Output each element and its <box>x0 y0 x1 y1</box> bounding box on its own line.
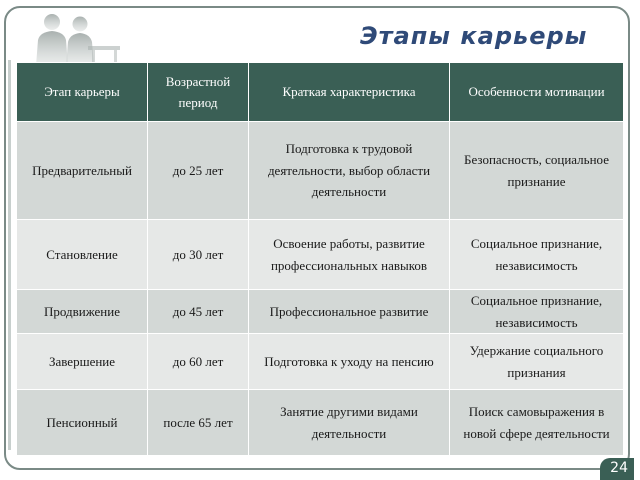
left-accent-bar <box>8 60 11 450</box>
cell-motivation: Поиск самовыражения в новой сфере деятельности <box>450 390 624 456</box>
cell-stage: Завершение <box>17 334 148 390</box>
cell-age: до 25 лет <box>148 122 249 220</box>
page-number: 24 <box>610 460 628 476</box>
cell-stage: Пенсионный <box>17 390 148 456</box>
cell-motivation: Социальное признание, независимость <box>450 290 624 334</box>
cell-description: Занятие другими видами деятельности <box>249 390 450 456</box>
table-row <box>17 122 624 220</box>
table-row <box>17 334 624 390</box>
table-row <box>17 220 624 290</box>
header-stage: Этап карьеры <box>17 63 148 122</box>
cell-age: после 65 лет <box>148 390 249 456</box>
cell-motivation: Социальное признание, независимость <box>450 220 624 290</box>
table-row <box>17 390 624 456</box>
table-row <box>17 290 624 334</box>
cell-motivation: Удержание социального признания <box>450 334 624 390</box>
cell-description: Подготовка к уходу на пенсию <box>249 334 450 390</box>
header-motivation: Особенности мотивации <box>450 63 624 122</box>
cell-description: Подготовка к трудовой деятельности, выбор области деятельности <box>249 122 450 220</box>
two-people-silhouette-icon <box>22 10 122 66</box>
cell-stage: Продвижение <box>17 290 148 334</box>
cell-motivation: Безопасность, социальное признание <box>450 122 624 220</box>
cell-age: до 45 лет <box>148 290 249 334</box>
cell-stage: Предварительный <box>17 122 148 220</box>
cell-age: до 30 лет <box>148 220 249 290</box>
cell-description: Освоение работы, развитие профессиональных навыков <box>249 220 450 290</box>
cell-stage: Становление <box>17 220 148 290</box>
career-stages-table <box>16 62 624 456</box>
table-header-row <box>17 63 624 122</box>
header-age: Возрастной период <box>148 63 249 122</box>
cell-description: Профессиональное развитие <box>249 290 450 334</box>
header-description: Краткая характеристика <box>249 63 450 122</box>
slide-title: Этапы карьеры <box>360 22 588 50</box>
cell-age: до 60 лет <box>148 334 249 390</box>
